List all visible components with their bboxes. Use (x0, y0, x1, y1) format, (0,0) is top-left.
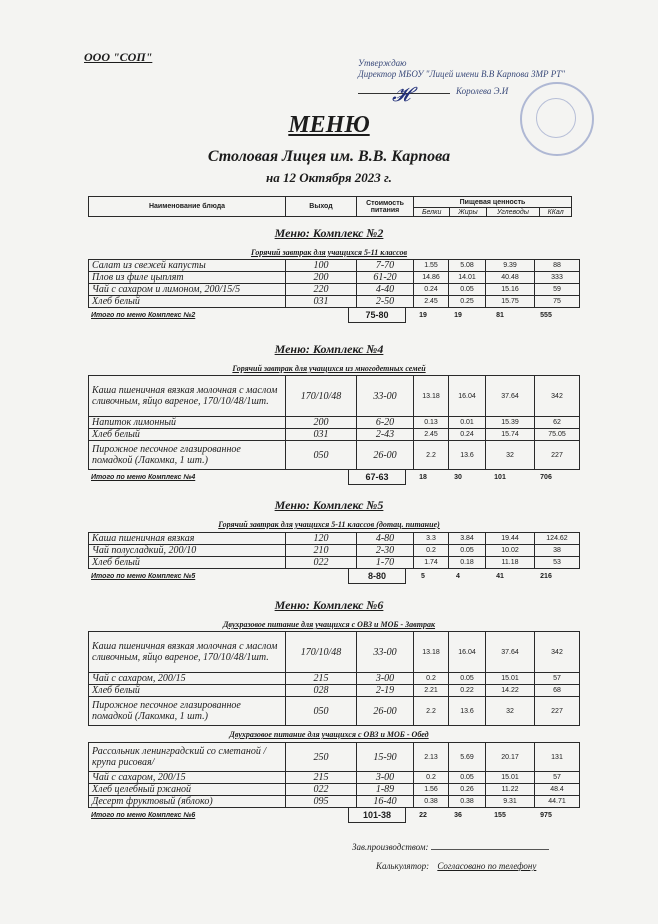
c4-total-label: Итого по меню Комплекс №4 (91, 473, 196, 481)
table-row (89, 685, 580, 697)
c6b-cell-out: 215 (286, 772, 357, 784)
c6a-cell-u: 32 (486, 697, 535, 726)
c6a-cell-b: 0.2 (414, 673, 449, 685)
c6b-cell-out: 095 (286, 796, 357, 808)
c4-cell-out: 170/10/48 (286, 376, 357, 417)
c5-total-label: Итого по меню Комплекс №5 (91, 572, 196, 580)
c6b-table (88, 742, 580, 808)
table-row (89, 429, 580, 441)
c6b-cell-name: Хлеб целебный ржаной (89, 784, 286, 796)
approve-signer: Королева Э.И (456, 86, 509, 96)
c2-total-cost: 75-80 (349, 308, 406, 323)
c6b-cell-z: 0.38 (449, 796, 486, 808)
c2-cell-name: Плов из филе цыплят (89, 272, 286, 284)
c2-total-b: 19 (419, 311, 427, 319)
c5-cell-b: 1.74 (414, 557, 449, 569)
c6a-cell-cost: 33-00 (357, 632, 414, 673)
c6-title: Меню: Комплекс №6 (274, 598, 384, 612)
c5-cell-name: Каша пшеничная вязкая (89, 533, 286, 545)
c5-cell-u: 10.02 (486, 545, 535, 557)
c4-cell-b: 0.13 (414, 417, 449, 429)
c6b-cell-k: 131 (535, 743, 580, 772)
c6b-total-u: 155 (494, 811, 506, 819)
c6b-cell-k: 57 (535, 772, 580, 784)
c6b-cell-u: 20.17 (486, 743, 535, 772)
footer-calculator (376, 861, 536, 871)
c5-cell-k: 38 (535, 545, 580, 557)
c5-cell-b: 3.3 (414, 533, 449, 545)
c5-cell-cost: 4-80 (357, 533, 414, 545)
c2-cell-u: 40.48 (486, 272, 535, 284)
c2-cell-b: 0.24 (414, 284, 449, 296)
c4-cell-z: 13.6 (449, 441, 486, 470)
table-row (89, 772, 580, 784)
c6b-cell-name: Чай с сахаром, 200/15 (89, 772, 286, 784)
c2-cell-k: 75 (535, 296, 580, 308)
c4-total-cost: 67-63 (349, 470, 406, 485)
c5-block (88, 532, 580, 584)
c4-cell-b: 2.2 (414, 441, 449, 470)
c5-cell-name: Хлеб белый (89, 557, 286, 569)
c5-cell-z: 3.84 (449, 533, 486, 545)
c2-total-z: 19 (454, 311, 462, 319)
c4-cell-k: 342 (535, 376, 580, 417)
c4-cell-cost: 26-00 (357, 441, 414, 470)
c5-cell-z: 0.05 (449, 545, 486, 557)
c4-cell-cost: 2-43 (357, 429, 414, 441)
c6b-total-z: 36 (454, 811, 462, 819)
table-row (89, 272, 580, 284)
c6a-cell-name: Хлеб белый (89, 685, 286, 697)
c6b-cell-z: 0.05 (449, 772, 486, 784)
c6a-cell-cost: 2-19 (357, 685, 414, 697)
c6b-cell-u: 15.01 (486, 772, 535, 784)
c6b-cell-out: 250 (286, 743, 357, 772)
c6b-cell-out: 022 (286, 784, 357, 796)
c2-subtitle: Горячий завтрак для учащихся 5-11 классов (250, 248, 408, 257)
c6a-cell-u: 37.64 (486, 632, 535, 673)
footer-calculator-label: Калькулятор: (376, 861, 430, 871)
c4-block (88, 375, 580, 485)
c5-cell-name: Чай полусладкий, 200/10 (89, 545, 286, 557)
c2-cell-name: Хлеб белый (89, 296, 286, 308)
c6a-cell-k: 68 (535, 685, 580, 697)
c5-cell-out: 022 (286, 557, 357, 569)
c4-cell-u: 15.74 (486, 429, 535, 441)
c4-table (88, 375, 580, 470)
c2-cell-b: 1.55 (414, 260, 449, 272)
c4-cell-z: 16.04 (449, 376, 486, 417)
c4-cell-u: 32 (486, 441, 535, 470)
c2-cell-k: 88 (535, 260, 580, 272)
c6a-cell-b: 13.18 (414, 632, 449, 673)
c5-total-b: 5 (421, 572, 425, 580)
table-row (89, 260, 580, 272)
c2-total-label: Итого по меню Комплекс №2 (91, 311, 196, 319)
c2-cell-cost: 4-40 (357, 284, 414, 296)
header-cost: Стоимость питания (357, 197, 414, 217)
c5-cell-cost: 2-30 (357, 545, 414, 557)
c2-cell-out: 100 (286, 260, 357, 272)
c6a-cell-name: Пирожное песочное глазированное помадкой (Лакомка, 1 шт.) (89, 697, 286, 726)
c4-cell-out: 031 (286, 429, 357, 441)
c4-cell-u: 15.39 (486, 417, 535, 429)
c4-cell-name: Каша пшеничная вязкая молочная с маслом сливочным, яйцо вареное, 170/10/48/1шт. (89, 376, 286, 417)
header-b: Белки (414, 208, 450, 217)
c6a-cell-u: 15.01 (486, 673, 535, 685)
c6a-cell-k: 57 (535, 673, 580, 685)
c5-subtitle: Горячий завтрак для учащихся 5-11 классов (дотац. питание) (218, 520, 440, 529)
c6b-cell-cost: 1-89 (357, 784, 414, 796)
c6b-total-cost: 101-38 (349, 808, 406, 823)
page-subtitle: Столовая Лицея им. В.В. Карпова (207, 148, 451, 165)
table-row (89, 533, 580, 545)
table-row (89, 796, 580, 808)
c2-cell-name: Чай с сахаром и лимоном, 200/15/5 (89, 284, 286, 296)
c2-cell-u: 9.39 (486, 260, 535, 272)
table-row (89, 784, 580, 796)
c5-cell-out: 210 (286, 545, 357, 557)
c2-cell-out: 220 (286, 284, 357, 296)
c6a-cell-name: Чай с сахаром, 200/15 (89, 673, 286, 685)
c4-cell-k: 62 (535, 417, 580, 429)
c6a-cell-b: 2.2 (414, 697, 449, 726)
table-row (89, 441, 580, 470)
c4-subtitle: Горячий завтрак для учащихся из многодетных семей (232, 364, 426, 373)
c6a-cell-z: 16.04 (449, 632, 486, 673)
c5-total-z: 4 (456, 572, 460, 580)
header-k: ККал (540, 208, 572, 217)
c2-total-k: 555 (540, 311, 552, 319)
c6b-cell-k: 44.71 (535, 796, 580, 808)
c6a-cell-name: Каша пшеничная вязкая молочная с маслом сливочным, яйцо вареное, 170/10/48/1шт. (89, 632, 286, 673)
c4-total-k: 706 (540, 473, 552, 481)
c4-cell-z: 0.24 (449, 429, 486, 441)
c6a-cell-out: 215 (286, 673, 357, 685)
table-row (89, 743, 580, 772)
c6a-table (88, 631, 580, 726)
c6b-cell-b: 0.38 (414, 796, 449, 808)
c4-cell-k: 227 (535, 441, 580, 470)
c6a-cell-z: 13.6 (449, 697, 486, 726)
c2-cell-b: 2.45 (414, 296, 449, 308)
c2-table (88, 259, 580, 308)
c6b-total-k: 975 (540, 811, 552, 819)
c6b-cell-name: Десерт фруктовый (яблоко) (89, 796, 286, 808)
c6b-cell-z: 0.26 (449, 784, 486, 796)
c6b-cell-z: 5.69 (449, 743, 486, 772)
c2-cell-k: 333 (535, 272, 580, 284)
c4-cell-name: Хлеб белый (89, 429, 286, 441)
header-out: Выход (286, 197, 357, 217)
page-title: МЕНЮ (288, 112, 370, 138)
c2-total-row (88, 308, 568, 323)
c4-title: Меню: Комплекс №4 (274, 342, 384, 356)
header-z: Жиры (450, 208, 486, 217)
footer-calculator-value: Согласовано по телефону (437, 861, 537, 871)
c6-subtitle-breakfast: Двухразовое питание для учащихся с ОВЗ и МОБ - Завтрак (222, 620, 436, 629)
c6b-total-b: 22 (419, 811, 427, 819)
c4-cell-z: 0.01 (449, 417, 486, 429)
c6b-cell-cost: 15-90 (357, 743, 414, 772)
c2-cell-out: 031 (286, 296, 357, 308)
table-row (89, 557, 580, 569)
c4-cell-k: 75.05 (535, 429, 580, 441)
approve-director: Директор МБОУ "Лицей имени В.В Карпова ЗМР РТ" (358, 69, 565, 79)
c6a-cell-k: 342 (535, 632, 580, 673)
c5-cell-b: 0.2 (414, 545, 449, 557)
footer-production-label: Зав.производством: (352, 842, 429, 852)
header-name: Наименование блюда (89, 197, 286, 217)
c6b-cell-name: Рассольник ленинградский со сметаной /крупа рисовая/ (89, 743, 286, 772)
c6a-cell-cost: 26-00 (357, 697, 414, 726)
c5-cell-out: 120 (286, 533, 357, 545)
table-row (89, 545, 580, 557)
c2-cell-u: 15.75 (486, 296, 535, 308)
c2-cell-cost: 7-70 (357, 260, 414, 272)
c6b-cell-cost: 3-00 (357, 772, 414, 784)
c2-cell-b: 14.86 (414, 272, 449, 284)
c2-cell-cost: 61-20 (357, 272, 414, 284)
table-row (89, 632, 580, 673)
table-row (89, 417, 580, 429)
header-value: Пищевая ценность (414, 197, 572, 208)
c2-cell-u: 15.16 (486, 284, 535, 296)
approve-label: Утверждаю (358, 58, 407, 68)
c2-cell-k: 59 (535, 284, 580, 296)
table-row (89, 296, 580, 308)
c6-lunch-block (88, 742, 580, 823)
c5-cell-u: 19.44 (486, 533, 535, 545)
c6b-cell-b: 0.2 (414, 772, 449, 784)
c6b-cell-u: 11.22 (486, 784, 535, 796)
menu-header-table (88, 196, 572, 217)
c5-cell-z: 0.18 (449, 557, 486, 569)
footer-production (352, 842, 549, 852)
c6a-cell-b: 2.21 (414, 685, 449, 697)
c5-total-u: 41 (496, 572, 504, 580)
c6b-total-row (88, 808, 568, 823)
c5-cell-k: 53 (535, 557, 580, 569)
c2-cell-out: 200 (286, 272, 357, 284)
c4-cell-out: 200 (286, 417, 357, 429)
c6a-cell-k: 227 (535, 697, 580, 726)
c4-total-row (88, 470, 568, 485)
table-row (89, 376, 580, 417)
c5-total-cost: 8-80 (349, 569, 406, 584)
c4-cell-u: 37.64 (486, 376, 535, 417)
c6-subtitle-lunch: Двухразовое питание для учащихся с ОВЗ и МОБ - Обед (229, 730, 429, 739)
c5-title: Меню: Комплекс №5 (274, 498, 384, 512)
c4-cell-cost: 6-20 (357, 417, 414, 429)
table-row (89, 284, 580, 296)
header-u: Углеводы (486, 208, 540, 217)
c4-cell-b: 2.45 (414, 429, 449, 441)
c6a-cell-out: 028 (286, 685, 357, 697)
c5-cell-cost: 1-70 (357, 557, 414, 569)
table-row (89, 697, 580, 726)
c4-total-u: 101 (494, 473, 506, 481)
c6b-cell-u: 9.31 (486, 796, 535, 808)
c6b-cell-k: 48.4 (535, 784, 580, 796)
c4-cell-cost: 33-00 (357, 376, 414, 417)
c2-cell-cost: 2-50 (357, 296, 414, 308)
c5-table (88, 532, 580, 569)
c6a-cell-cost: 3-00 (357, 673, 414, 685)
signature-mark: 𝓗 (392, 84, 411, 106)
c6-breakfast-block (88, 631, 580, 726)
c6a-cell-u: 14.22 (486, 685, 535, 697)
c2-cell-z: 14.01 (449, 272, 486, 284)
c6a-cell-z: 0.22 (449, 685, 486, 697)
table-row (89, 673, 580, 685)
c4-cell-name: Пирожное песочное глазированное помадкой (Лакомка, 1 шт.) (89, 441, 286, 470)
c6b-cell-cost: 16-40 (357, 796, 414, 808)
c6a-cell-out: 170/10/48 (286, 632, 357, 673)
c2-cell-name: Салат из свежей капусты (89, 260, 286, 272)
c6b-cell-b: 1.56 (414, 784, 449, 796)
c5-cell-k: 124.62 (535, 533, 580, 545)
c4-cell-out: 050 (286, 441, 357, 470)
c6a-cell-out: 050 (286, 697, 357, 726)
c2-title: Меню: Комплекс №2 (274, 226, 384, 240)
c2-cell-z: 0.05 (449, 284, 486, 296)
c6b-total-label: Итого по меню Комплекс №6 (91, 811, 196, 819)
c5-total-k: 216 (540, 572, 552, 580)
c2-total-u: 81 (496, 311, 504, 319)
c2-block (88, 259, 580, 323)
c4-total-b: 18 (419, 473, 427, 481)
c4-total-z: 30 (454, 473, 462, 481)
organization-name: ООО "СОП" (84, 50, 153, 64)
c5-total-row (88, 569, 568, 584)
c6a-cell-z: 0.05 (449, 673, 486, 685)
c6b-cell-b: 2.13 (414, 743, 449, 772)
c5-cell-u: 11.18 (486, 557, 535, 569)
c4-cell-b: 13.18 (414, 376, 449, 417)
menu-date: на 12 Октября 2023 г. (266, 170, 392, 185)
c2-cell-z: 5.08 (449, 260, 486, 272)
c4-cell-name: Напиток лимонный (89, 417, 286, 429)
c2-cell-z: 0.25 (449, 296, 486, 308)
